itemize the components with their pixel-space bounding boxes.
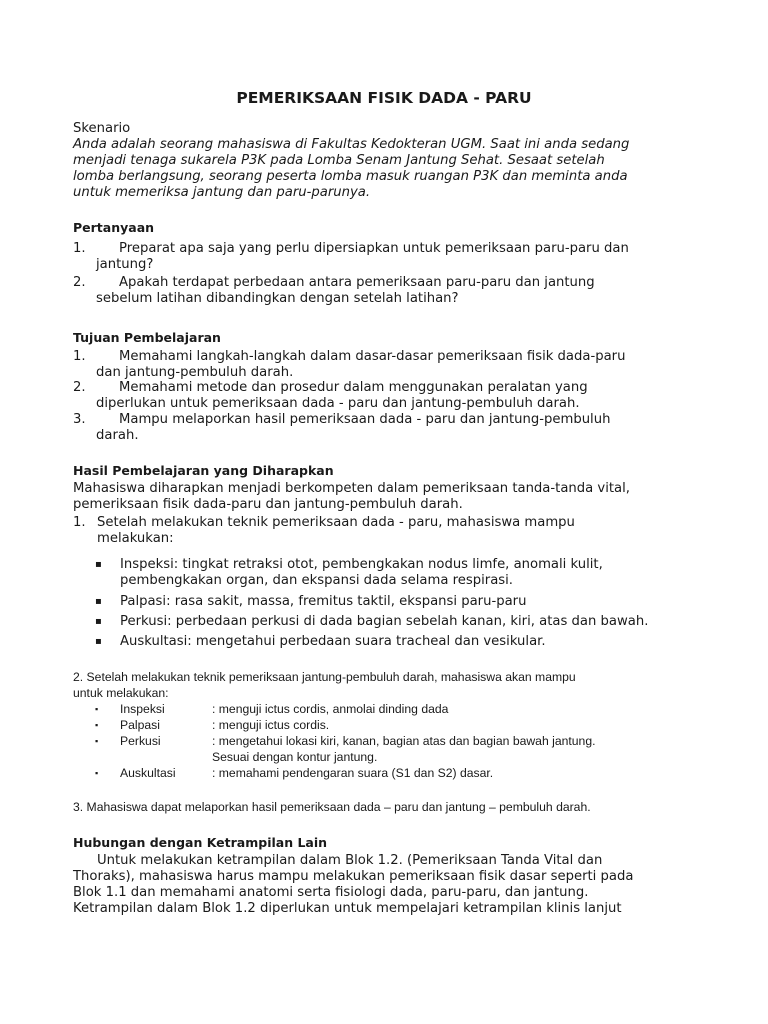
item-text: Setelah melakukan teknik pemeriksaan dada - paru, mahasiswa mampu <box>97 515 575 530</box>
item-text: darah. <box>96 428 139 443</box>
bullet-icon: ▪ <box>95 636 102 647</box>
bullet-item <box>73 634 689 650</box>
skenario-line: lomba berlangsung, seorang peserta lomba masuk ruangan P3K dan meminta anda <box>73 169 628 184</box>
item-text: 3. Mahasiswa dapat melaporkan hasil pemeriksaan dada – paru dan jantung – pembuluh darah. <box>73 800 591 814</box>
skenario-line: menjadi tenaga sukarela P3K pada Lomba Senam Jantung Sehat. Sesaat setelah <box>73 153 605 168</box>
bullet-icon: ▪ <box>95 559 102 570</box>
exam-label: Inspeksi <box>120 702 165 716</box>
item-text: Apakah terdapat perbedaan antara pemeriksaan paru-paru dan jantung <box>119 275 595 290</box>
pertanyaan-section <box>73 220 689 236</box>
item-number: 3. <box>73 412 86 427</box>
hubungan-line: Blok 1.1 dan memahami anatomi serta fisiologi dada, paru-paru, dan jantung. <box>73 885 589 900</box>
hubungan-line: Ketrampilan dalam Blok 1.2 diperlukan untuk mempelajari ketrampilan klinis lanjut <box>73 901 622 916</box>
tujuan-heading: Tujuan Pembelajaran <box>73 330 221 345</box>
hubungan-line: Thoraks), mahasiswa harus mampu melakukan pemeriksaan fisik dasar seperti pada <box>73 869 634 884</box>
bullet-item <box>73 614 689 630</box>
pertanyaan-heading: Pertanyaan <box>73 220 155 235</box>
bullet-item <box>73 557 689 589</box>
hubungan-section <box>73 835 689 917</box>
item-number: 2. <box>73 380 86 395</box>
item-text: Memahami langkah-langkah dalam dasar-dasar pemeriksaan fisik dada-paru <box>119 349 626 364</box>
hasil-item-2 <box>73 669 689 701</box>
exam-value: : memahami pendengaran suara (S1 dan S2) dasar. <box>212 766 494 780</box>
bullet-text: Perkusi: perbedaan perkusi di dada bagian sebelah kanan, kiri, atas dan bawah. <box>120 614 649 629</box>
tujuan-item <box>73 349 689 381</box>
item-text: dan jantung-pembuluh darah. <box>96 365 294 380</box>
skenario-section <box>73 121 689 201</box>
skenario-line: untuk memeriksa jantung dan paru-parunya. <box>73 185 371 200</box>
item-text: untuk melakukan: <box>73 686 169 700</box>
tujuan-item <box>73 380 689 412</box>
exam-row <box>73 701 689 717</box>
item-number: 1. <box>73 241 86 256</box>
exam-row <box>73 717 689 733</box>
tujuan-section <box>73 330 689 346</box>
item-text: jantung? <box>96 257 154 272</box>
pertanyaan-item <box>73 275 689 307</box>
item-number: 2. <box>73 275 86 290</box>
exam-label: Palpasi <box>120 718 160 732</box>
skenario-heading: Skenario <box>73 121 131 136</box>
bullet-text: Inspeksi: tingkat retraksi otot, pembengkakan nodus limfe, anomali kulit, <box>120 557 603 572</box>
tujuan-item <box>73 412 689 444</box>
item-text: diperlukan untuk pemeriksaan dada - paru dan jantung-pembuluh darah. <box>96 396 580 411</box>
bullet-item <box>73 594 689 610</box>
item-text: Mampu melaporkan hasil pemeriksaan dada - paru dan jantung-pembuluh <box>119 412 611 427</box>
hasil-section <box>73 463 689 513</box>
exam-value: Sesuai dengan kontur jantung. <box>212 750 378 764</box>
item-text: melakukan: <box>97 531 174 546</box>
exam-value: : menguji ictus cordis, anmolai dinding dada <box>212 702 449 716</box>
hasil-heading: Hasil Pembelajaran yang Diharapkan <box>73 463 334 478</box>
item-text: sebelum latihan dibandingkan dengan setelah latihan? <box>96 291 459 306</box>
exam-label: Auskultasi <box>120 766 176 780</box>
bullet-text: pembengkakan organ, dan ekspansi dada selama respirasi. <box>120 573 514 588</box>
hasil-item-3 <box>73 799 689 815</box>
hasil-intro-line: pemeriksaan fisik dada-paru dan jantung-pembuluh darah. <box>73 497 463 512</box>
bullet-text: Auskultasi: mengetahui perbedaan suara tracheal dan vesikular. <box>120 634 546 649</box>
exam-row <box>73 765 689 781</box>
item-text: 2. Setelah melakukan teknik pemeriksaan jantung-pembuluh darah, mahasiswa akan mampu <box>73 670 576 684</box>
exam-table <box>73 701 689 781</box>
exam-row-continuation <box>73 749 689 765</box>
bullet-icon: ▪ <box>95 768 99 778</box>
item-text: Preparat apa saja yang perlu dipersiapkan untuk pemeriksaan paru-paru dan <box>119 241 629 256</box>
exam-label: Perkusi <box>120 734 161 748</box>
hubungan-heading: Hubungan dengan Ketrampilan Lain <box>73 835 328 850</box>
bullet-icon: ▪ <box>95 616 102 627</box>
page-title: PEMERIKSAAN FISIK DADA - PARU <box>236 89 532 107</box>
bullet-text: Palpasi: rasa sakit, massa, fremitus taktil, ekspansi paru-paru <box>120 594 527 609</box>
pertanyaan-item <box>73 241 689 273</box>
skenario-line: Anda adalah seorang mahasiswa di Fakultas Kedokteran UGM. Saat ini anda sedang <box>73 137 630 152</box>
hasil-intro-line: Mahasiswa diharapkan menjadi berkompeten dalam pemeriksaan tanda-tanda vital, <box>73 481 630 496</box>
bullet-icon: ▪ <box>95 596 102 607</box>
hasil-item-1 <box>73 515 689 547</box>
bullet-icon: ▪ <box>95 720 99 730</box>
hubungan-line: Untuk melakukan ketrampilan dalam Blok 1.2. (Pemeriksaan Tanda Vital dan <box>97 853 603 868</box>
exam-row <box>73 733 689 749</box>
item-number: 1. <box>73 515 86 530</box>
bullet-icon: ▪ <box>95 704 99 714</box>
bullet-icon: ▪ <box>95 736 99 746</box>
exam-value: : menguji ictus cordis. <box>212 718 330 732</box>
item-text: Memahami metode dan prosedur dalam menggunakan peralatan yang <box>119 380 588 395</box>
item-number: 1. <box>73 349 86 364</box>
exam-value: : mengetahui lokasi kiri, kanan, bagian atas dan bagian bawah jantung. <box>212 734 596 748</box>
